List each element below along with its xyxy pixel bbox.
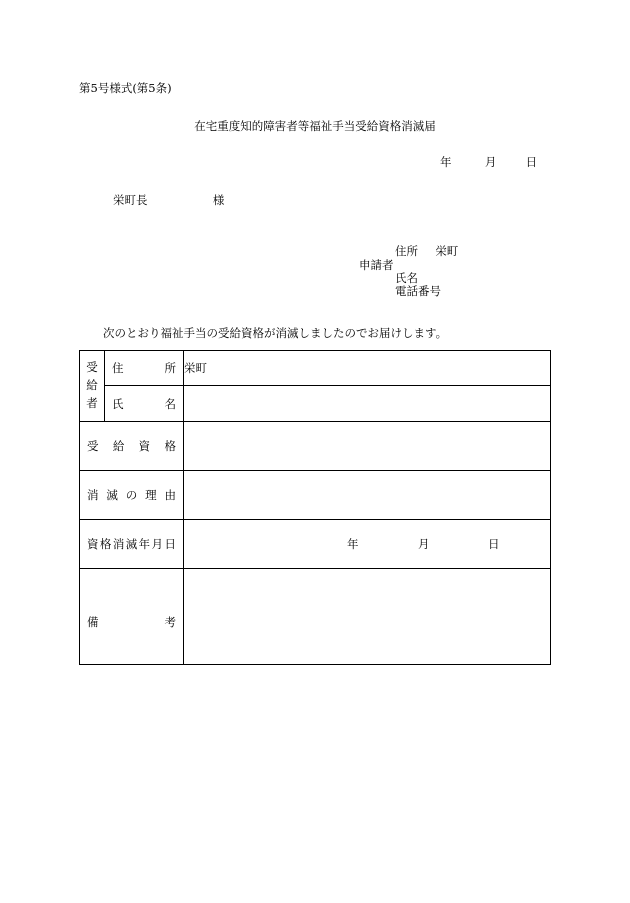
- label-char: 所: [164, 361, 176, 375]
- label-char: 給: [112, 439, 125, 453]
- eligibility-value[interactable]: [184, 422, 551, 471]
- label-char: 滅: [125, 537, 138, 551]
- label-char: 年: [138, 537, 151, 551]
- intro-text: 次のとおり福祉手当の受給資格が消滅しましたのでお届けします。: [103, 326, 448, 340]
- extinction-date-value[interactable]: [184, 520, 551, 569]
- recipient-group-char: 受: [86, 360, 98, 375]
- form-number: 第5号様式(第5条): [79, 81, 172, 95]
- date-month-label: 月: [484, 155, 497, 169]
- label-char: 日: [164, 537, 176, 551]
- address-value[interactable]: 栄町: [184, 351, 551, 386]
- label-char: 由: [164, 488, 176, 502]
- applicant-label: 申請者: [359, 258, 394, 272]
- label-char: 消: [112, 537, 125, 551]
- addressee-name: 栄町長: [113, 193, 148, 207]
- label-char: 滅: [106, 488, 118, 502]
- date-year-label: 年: [440, 155, 452, 169]
- recipient-group-char: 者: [86, 395, 98, 410]
- remarks-label: [80, 569, 184, 665]
- addressee-honorific: 様: [212, 193, 225, 207]
- label-char: 受: [87, 439, 99, 453]
- reason-label: [80, 471, 184, 520]
- remarks-value[interactable]: [184, 569, 551, 665]
- recipient-group-label: [80, 351, 105, 422]
- date-day-label: 日: [525, 155, 538, 169]
- label-char: 備: [87, 615, 99, 629]
- recipient-group-char: 給: [86, 378, 98, 393]
- submission-date: [440, 157, 537, 169]
- label-char: 格: [164, 439, 176, 453]
- extinction-month-label: 月: [418, 537, 430, 551]
- form-title: 在宅重度知的障害者等福祉手当受給資格消滅届: [194, 119, 436, 133]
- label-char: 名: [164, 396, 176, 411]
- label-char: の: [125, 488, 138, 502]
- label-char: 月: [151, 537, 164, 551]
- applicant-address-label: 住所: [395, 244, 418, 258]
- applicant-name-label: 氏名: [395, 271, 418, 285]
- label-char: 考: [164, 615, 176, 629]
- extinction-date-label: [80, 520, 184, 569]
- label-char: 氏: [112, 396, 124, 411]
- label-char: 資: [138, 439, 151, 453]
- extinction-day-label: 日: [488, 537, 500, 551]
- address-label: [105, 351, 184, 386]
- extinction-year-label: 年: [347, 537, 359, 551]
- reason-value[interactable]: [184, 471, 551, 520]
- eligibility-label: [80, 422, 184, 471]
- name-label: [105, 386, 184, 422]
- label-char: 消: [87, 488, 99, 502]
- applicant-phone-label: 電話番号: [395, 284, 441, 298]
- name-value[interactable]: [184, 386, 551, 422]
- notification-table: [79, 350, 551, 665]
- label-char: 住: [112, 361, 124, 375]
- addressee: [113, 195, 224, 207]
- applicant-address-value: 栄町: [435, 244, 459, 258]
- label-char: 格: [99, 537, 112, 551]
- label-char: 資: [87, 537, 99, 551]
- label-char: 理: [145, 488, 157, 502]
